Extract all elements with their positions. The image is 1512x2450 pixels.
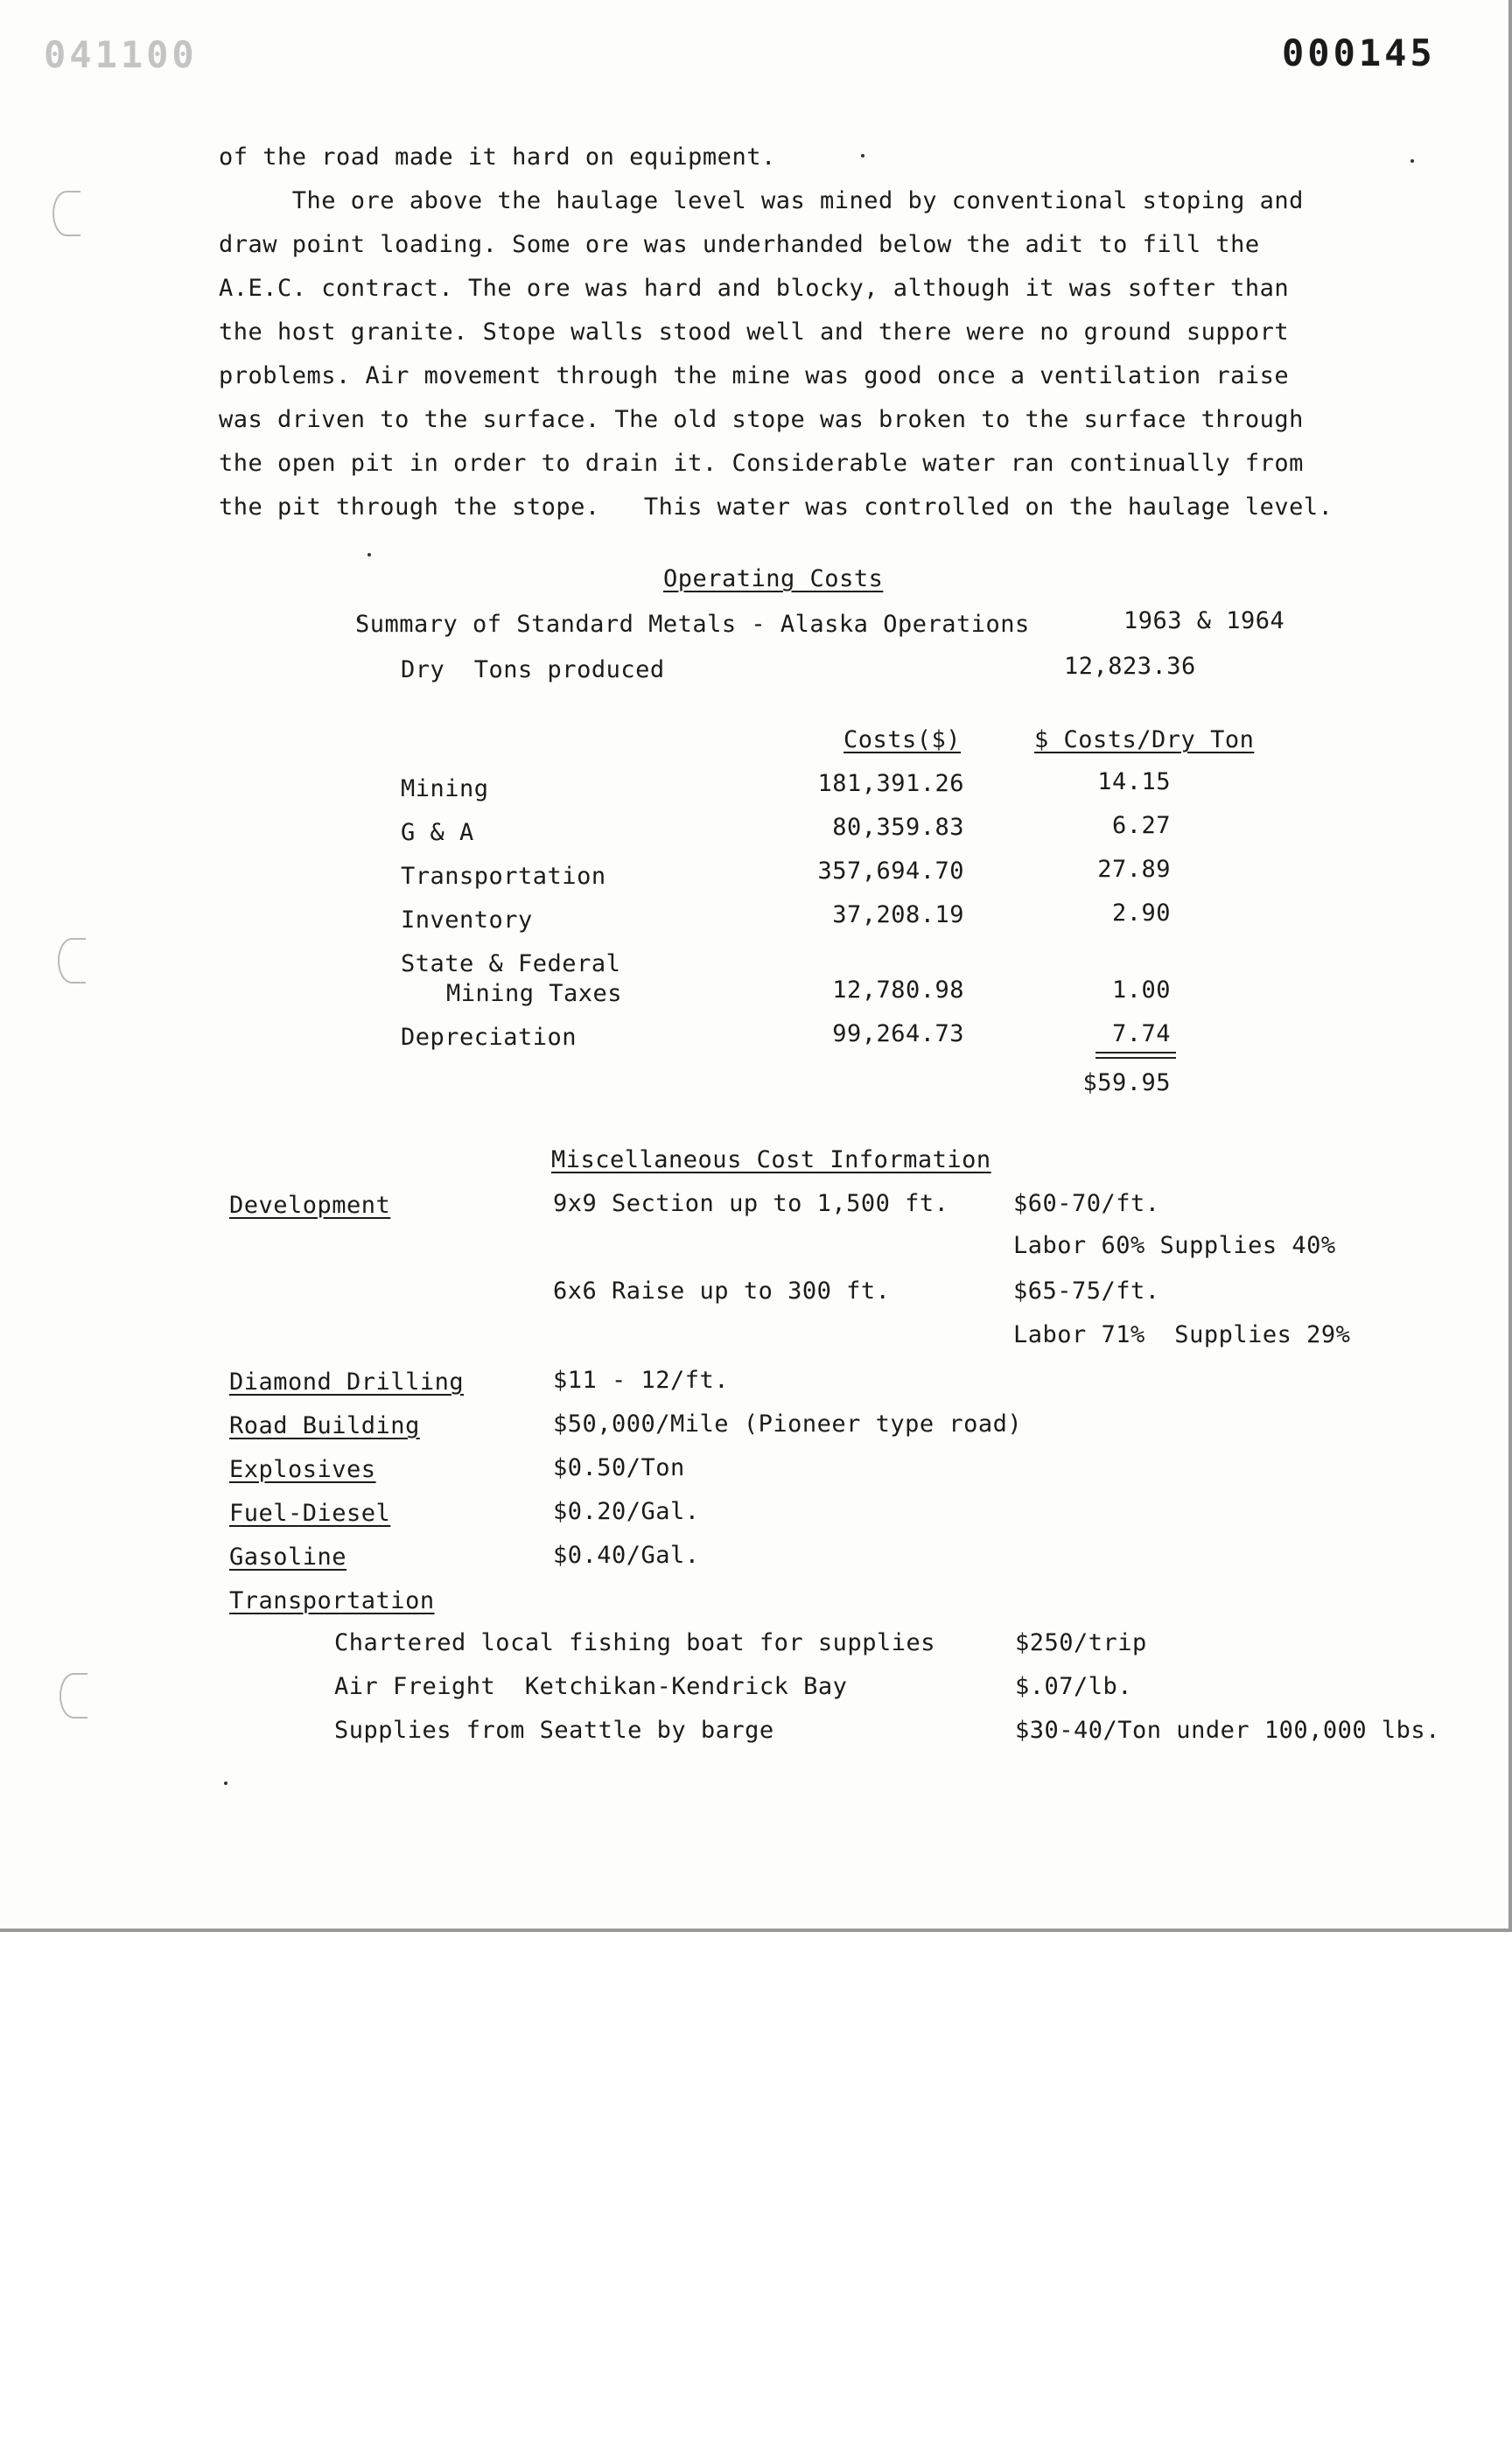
cost-row-label: Inventory (401, 906, 533, 934)
cost-row-per-ton: 7.74 (1111, 1020, 1171, 1047)
tons-produced-value: 12,823.36 (1064, 653, 1196, 680)
cost-row-label-continued: Mining Taxes (446, 980, 623, 1007)
cost-row-cost: 181,391.26 (817, 770, 964, 797)
scan-speck (1410, 159, 1414, 163)
paragraph-line: A.E.C. contract. The ore was hard and blocky, although it was softer than (219, 275, 1290, 302)
tons-produced-label: Dry Tons produced (401, 656, 665, 683)
total-rule (1096, 1052, 1176, 1054)
cost-row-per-ton: 2.90 (1111, 900, 1171, 927)
cost-row-label: State & Federal (401, 950, 621, 977)
misc-item-label: Gasoline (229, 1544, 347, 1571)
binder-hole (58, 938, 86, 984)
cost-row-per-ton: 6.27 (1111, 812, 1171, 839)
misc-item-value: $50,000/Mile (Pioneer type road) (553, 1410, 1023, 1438)
cost-row-label: Depreciation (401, 1024, 578, 1051)
cost-row-cost: 12,780.98 (832, 976, 964, 1004)
paragraph-line: of the road made it hard on equipment. (219, 144, 776, 171)
transportation-label: Transportation (229, 1587, 435, 1614)
cost-row-label: G & A (401, 819, 474, 846)
summary-label: Summary of Standard Metals - Alaska Operations (355, 611, 1030, 638)
misc-cost-heading: Miscellaneous Cost Information (551, 1146, 991, 1173)
paragraph-line: problems. Air movement through the mine was good once a ventilation raise (219, 362, 1290, 389)
misc-item-value: $0.20/Gal. (553, 1498, 700, 1525)
cost-row-cost: 37,208.19 (832, 901, 964, 928)
transport-item-rate: $.07/lb. (1015, 1673, 1133, 1700)
total-cost-per-ton: $59.95 (1082, 1069, 1171, 1096)
page-stamp-number: 000145 (1282, 32, 1436, 74)
transport-item-desc: Air Freight Ketchikan-Kendrick Bay (334, 1673, 848, 1700)
development-item-split: Labor 60% Supplies 40% (1013, 1232, 1336, 1259)
development-label: Development (229, 1192, 391, 1219)
total-rule (1096, 1057, 1176, 1059)
transport-item-desc: Supplies from Seattle by barge (334, 1717, 774, 1744)
column-header-costs: Costs($) (844, 726, 962, 753)
misc-item-label: Diamond Drilling (229, 1368, 465, 1396)
misc-item-value: $11 - 12/ft. (553, 1367, 730, 1394)
summary-years: 1963 & 1964 (1124, 607, 1285, 634)
misc-item-label: Explosives (229, 1456, 376, 1483)
scan-speck (368, 553, 371, 556)
cost-row-cost: 99,264.73 (832, 1020, 964, 1047)
cost-row-cost: 357,694.70 (817, 858, 964, 885)
development-item-rate: $65-75/ft. (1013, 1278, 1160, 1305)
column-header-cost-per-ton: $ Costs/Dry Ton (1034, 726, 1255, 753)
paragraph-line: the open pit in order to drain it. Considerable water ran continually from (219, 450, 1304, 477)
paragraph-line: the host granite. Stope walls stood well and there were no ground support (219, 318, 1290, 346)
paragraph-line: draw point loading. Some ore was underhanded below the adit to fill the (219, 231, 1260, 258)
operating-costs-heading: Operating Costs (663, 565, 884, 592)
cost-row-label: Transportation (401, 863, 606, 890)
paragraph-line: was driven to the surface. The old stope was broken to the surface through (219, 406, 1304, 433)
binder-hole (60, 1673, 88, 1718)
cost-row-per-ton: 1.00 (1111, 976, 1171, 1004)
misc-item-value: $0.40/Gal. (553, 1542, 700, 1569)
cost-row-per-ton: 27.89 (1097, 856, 1171, 883)
scan-speck (861, 154, 864, 158)
binder-hole (52, 191, 80, 236)
misc-item-value: $0.50/Ton (553, 1454, 685, 1481)
development-item-split: Labor 71% Supplies 29% (1013, 1321, 1351, 1348)
transport-item-rate: $250/trip (1015, 1629, 1147, 1656)
misc-item-label: Fuel-Diesel (229, 1500, 391, 1527)
transport-item-desc: Chartered local fishing boat for supplies (334, 1629, 935, 1656)
development-item-rate: $60-70/ft. (1013, 1190, 1160, 1217)
development-item-desc: 9x9 Section up to 1,500 ft. (553, 1190, 949, 1217)
transport-item-rate: $30-40/Ton under 100,000 lbs. (1015, 1717, 1440, 1744)
paragraph-line: The ore above the haulage level was mined by conventional stoping and (219, 187, 1304, 214)
cost-row-cost: 80,359.83 (832, 814, 964, 841)
scan-speck (224, 1782, 228, 1785)
cost-row-per-ton: 14.15 (1097, 768, 1171, 795)
faint-stamp-number: 041100 (44, 33, 198, 76)
cost-row-label: Mining (401, 775, 489, 802)
paragraph-line: the pit through the stope. This water was controlled on the haulage level. (219, 494, 1334, 521)
misc-item-label: Road Building (229, 1412, 420, 1439)
development-item-desc: 6x6 Raise up to 300 ft. (553, 1278, 891, 1305)
